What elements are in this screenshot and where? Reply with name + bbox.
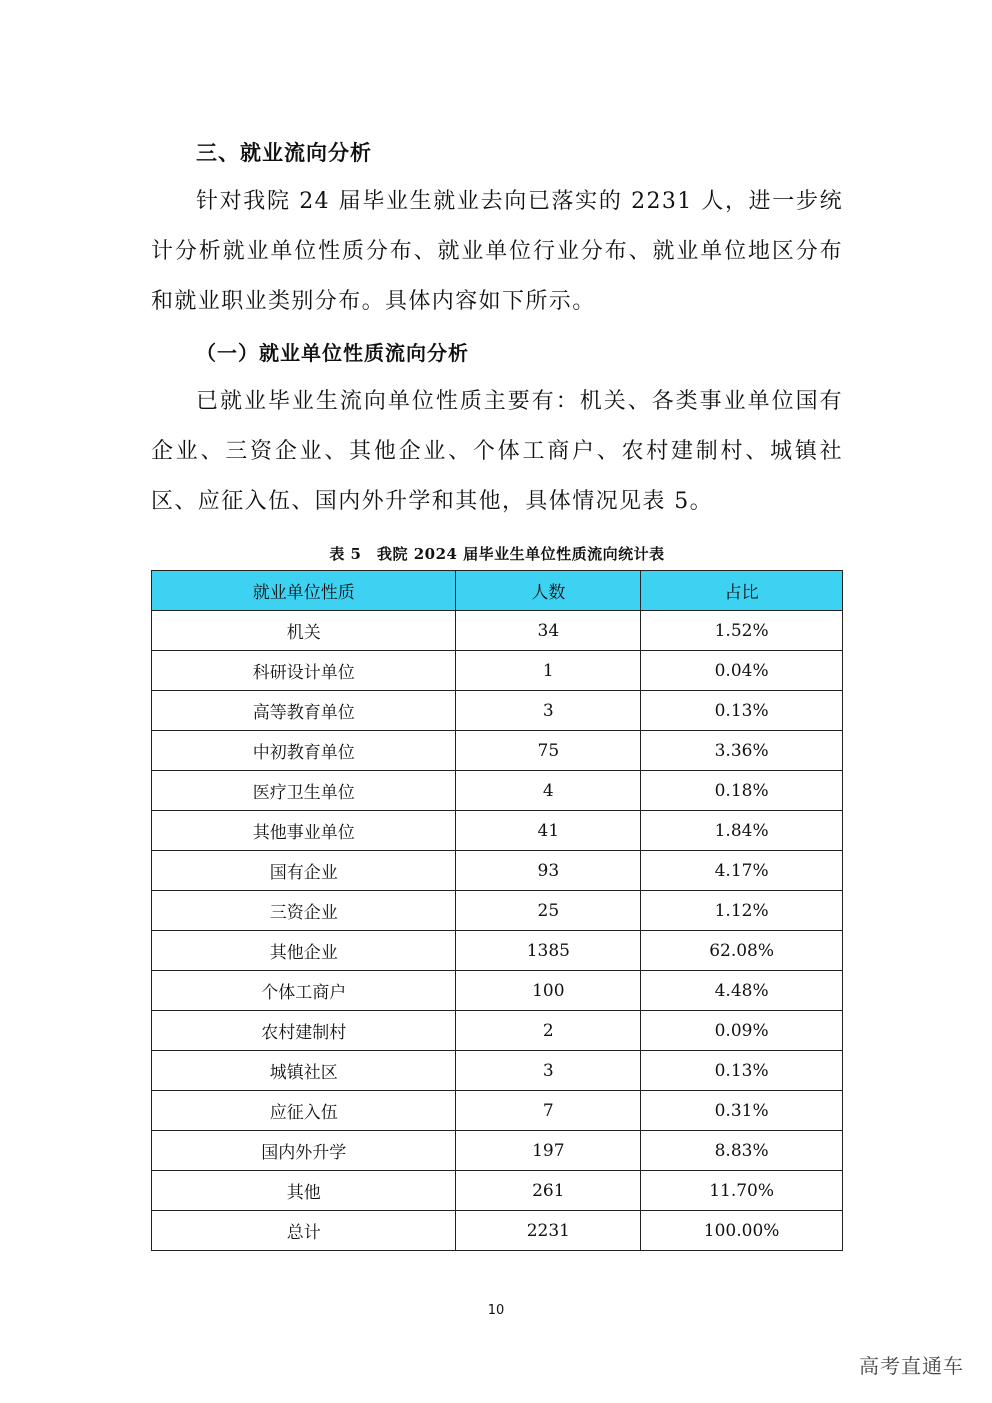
- cell-unit-nature: 其他企业: [152, 931, 456, 971]
- table-row: [152, 691, 843, 731]
- cell-count: 4: [456, 771, 641, 811]
- cell-percentage: 0.18%: [641, 771, 843, 811]
- cell-count: 1385: [456, 931, 641, 971]
- cell-unit-nature: 其他: [152, 1171, 456, 1211]
- table-row: [152, 611, 843, 651]
- header-count: 人数: [456, 571, 641, 611]
- unit-nature-table: [151, 570, 843, 1251]
- cell-unit-nature: 机关: [152, 611, 456, 651]
- cell-count: 93: [456, 851, 641, 891]
- cell-unit-nature: 城镇社区: [152, 1051, 456, 1091]
- cell-percentage: 0.13%: [641, 1051, 843, 1091]
- cell-percentage: 1.52%: [641, 611, 843, 651]
- cell-count: 25: [456, 891, 641, 931]
- cell-percentage: 1.84%: [641, 811, 843, 851]
- cell-unit-nature: 科研设计单位: [152, 651, 456, 691]
- table-header-row: [152, 571, 843, 611]
- table-row: [152, 811, 843, 851]
- cell-unit-nature: 国有企业: [152, 851, 456, 891]
- table-row: [152, 1211, 843, 1251]
- cell-unit-nature: 高等教育单位: [152, 691, 456, 731]
- cell-count: 34: [456, 611, 641, 651]
- cell-percentage: 8.83%: [641, 1131, 843, 1171]
- cell-percentage: 0.09%: [641, 1011, 843, 1051]
- table-row: [152, 1131, 843, 1171]
- cell-percentage: 11.70%: [641, 1171, 843, 1211]
- table-row: [152, 651, 843, 691]
- cell-unit-nature: 其他事业单位: [152, 811, 456, 851]
- cell-percentage: 3.36%: [641, 731, 843, 771]
- cell-count: 261: [456, 1171, 641, 1211]
- table-row: [152, 1171, 843, 1211]
- table-row: [152, 731, 843, 771]
- table-row: [152, 971, 843, 1011]
- cell-count: 3: [456, 1051, 641, 1091]
- cell-count: 197: [456, 1131, 641, 1171]
- cell-percentage: 4.48%: [641, 971, 843, 1011]
- cell-count: 7: [456, 1091, 641, 1131]
- table-row: [152, 931, 843, 971]
- cell-count: 1: [456, 651, 641, 691]
- cell-percentage: 1.12%: [641, 891, 843, 931]
- table-row: [152, 1091, 843, 1131]
- cell-count: 3: [456, 691, 641, 731]
- subsection-title: （一）就业单位性质流向分析: [196, 341, 469, 365]
- cell-unit-nature: 医疗卫生单位: [152, 771, 456, 811]
- cell-percentage: 100.00%: [641, 1211, 843, 1251]
- cell-unit-nature: 农村建制村: [152, 1011, 456, 1051]
- table-row: [152, 771, 843, 811]
- cell-percentage: 4.17%: [641, 851, 843, 891]
- cell-unit-nature: 总计: [152, 1211, 456, 1251]
- cell-count: 100: [456, 971, 641, 1011]
- page-number: 10: [487, 1303, 505, 1318]
- watermark-logo: 高考直通车: [859, 1354, 964, 1378]
- cell-count: 75: [456, 731, 641, 771]
- cell-unit-nature: 中初教育单位: [152, 731, 456, 771]
- cell-unit-nature: 应征入伍: [152, 1091, 456, 1131]
- intro-paragraph: 针对我院 24 届毕业生就业去向已落实的 2231 人，进一步统计分析就业单位性质分布、就业单位行业分布、就业单位地区分布和就业职业类别分布。具体内容如下所示。: [151, 189, 843, 314]
- cell-unit-nature: 三资企业: [152, 891, 456, 931]
- cell-unit-nature: 个体工商户: [152, 971, 456, 1011]
- cell-count: 41: [456, 811, 641, 851]
- section-title: 三、就业流向分析: [196, 141, 372, 165]
- header-unit-nature: 就业单位性质: [152, 571, 456, 611]
- header-percentage: 占比: [641, 571, 843, 611]
- table-row: [152, 891, 843, 931]
- table-caption: 表 5 我院 2024 届毕业生单位性质流向统计表: [329, 545, 665, 563]
- subsection-paragraph: 已就业毕业生流向单位性质主要有：机关、各类事业单位国有企业、三资企业、其他企业、个体工商户、农村建制村、城镇社区、应征入伍、国内外升学和其他，具体情况见表 5。: [151, 389, 843, 514]
- table-row: [152, 1051, 843, 1091]
- cell-count: 2231: [456, 1211, 641, 1251]
- cell-unit-nature: 国内外升学: [152, 1131, 456, 1171]
- cell-percentage: 0.04%: [641, 651, 843, 691]
- cell-percentage: 0.13%: [641, 691, 843, 731]
- table-row: [152, 1011, 843, 1051]
- table-row: [152, 851, 843, 891]
- cell-percentage: 0.31%: [641, 1091, 843, 1131]
- cell-percentage: 62.08%: [641, 931, 843, 971]
- cell-count: 2: [456, 1011, 641, 1051]
